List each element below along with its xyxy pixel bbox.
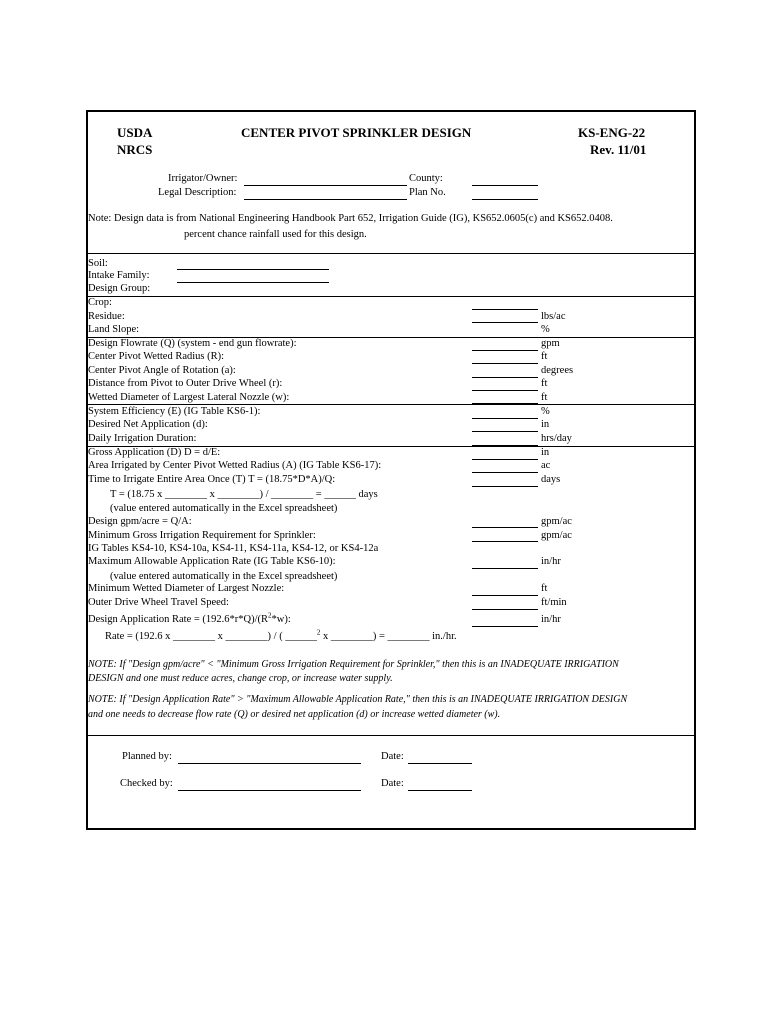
drive-wheel-distance-label: Distance from Pivot to Outer Drive Wheel (r): bbox=[88, 378, 283, 389]
max-application-rate-unit: in/hr bbox=[541, 556, 561, 567]
area-irrigated-unit: ac bbox=[541, 460, 551, 471]
plan-no-label: Plan No. bbox=[409, 187, 446, 198]
warning-note-rate-line1: NOTE: If "Design Application Rate" > "Maximum Allowable Application Rate," then this is an INADEQUATE IRRIGATION DESIGN bbox=[88, 694, 628, 705]
net-application-field[interactable] bbox=[472, 431, 538, 432]
rotation-angle-unit: degrees bbox=[541, 365, 574, 376]
warning-note-gpm-line1: NOTE: If "Design gpm/acre" < "Minimum Gross Irrigation Requirement for Sprinkler," then this is an INADEQUATE IRRIGATION bbox=[88, 659, 619, 670]
system-efficiency-unit: % bbox=[541, 406, 550, 417]
min-gross-requirement-label: Minimum Gross Irrigation Requirement for Sprinkler: bbox=[88, 530, 316, 541]
plan-no-field[interactable] bbox=[472, 199, 538, 200]
design-application-rate-unit: in/hr bbox=[541, 614, 561, 625]
design-application-rate-field[interactable] bbox=[472, 626, 538, 627]
intake-family-label: Intake Family: bbox=[88, 270, 150, 281]
auto-value-note: (value entered automatically in the Excel spreadsheet) bbox=[110, 503, 338, 514]
soil-label: Soil: bbox=[88, 258, 108, 269]
checked-by-field[interactable] bbox=[178, 790, 361, 791]
daily-duration-label: Daily Irrigation Duration: bbox=[88, 433, 197, 444]
drive-wheel-distance-field[interactable] bbox=[472, 390, 538, 391]
rate-formula: Rate = (192.6 x ________ x ________) / ( ______$^2$ x ________) = ________ in./hr. bbox=[105, 628, 457, 642]
daily-duration-unit: hrs/day bbox=[541, 433, 572, 444]
section-divider bbox=[86, 404, 696, 405]
legal-description-field[interactable] bbox=[244, 199, 407, 200]
agency-usda: USDA bbox=[117, 125, 153, 140]
design-note-line1: Note: Design data is from National Engineering Handbook Part 652, Irrigation Guide (IG), KS652.0605(c) and KS652.0408. bbox=[88, 213, 613, 224]
area-irrigated-field[interactable] bbox=[472, 472, 538, 473]
residue-field[interactable] bbox=[472, 322, 538, 323]
irrigator-label: Irrigator/Owner: bbox=[168, 173, 238, 184]
page-title: CENTER PIVOT SPRINKLER DESIGN bbox=[241, 125, 472, 140]
section-divider bbox=[86, 296, 696, 297]
section-divider bbox=[86, 253, 696, 254]
soil-field[interactable] bbox=[177, 269, 329, 270]
checked-by-label: Checked by: bbox=[120, 778, 173, 789]
nozzle-diameter-field[interactable] bbox=[472, 403, 538, 404]
land-slope-unit: % bbox=[541, 324, 550, 335]
warning-note-gpm-line2: DESIGN and one must reduce acres, change crop, or increase water supply. bbox=[88, 673, 393, 684]
rotation-angle-label: Center Pivot Angle of Rotation (a): bbox=[88, 365, 236, 376]
max-application-rate-label: Maximum Allowable Application Rate (IG Table KS6-10): bbox=[88, 556, 336, 567]
area-irrigated-label: Area Irrigated by Center Pivot Wetted Radius (A) (IG Table KS6-17): bbox=[88, 460, 382, 471]
design-note-line2: percent chance rainfall used for this design. bbox=[184, 229, 367, 240]
land-slope-label: Land Slope: bbox=[88, 324, 140, 335]
design-gpm-acre-field[interactable] bbox=[472, 527, 538, 528]
irrigation-time-unit: days bbox=[541, 474, 561, 485]
agency-nrcs: NRCS bbox=[117, 142, 153, 157]
ig-tables-reference: IG Tables KS4-10, KS4-10a, KS4-11, KS4-11a, KS4-12, or KS4-12a bbox=[88, 543, 379, 554]
nozzle-diameter-label: Wetted Diameter of Largest Lateral Nozzle (w): bbox=[88, 392, 290, 403]
min-gross-requirement-unit: gpm/ac bbox=[541, 530, 572, 541]
net-application-unit: in bbox=[541, 419, 550, 430]
rotation-angle-field[interactable] bbox=[472, 377, 538, 378]
warning-note-rate-line2: and one needs to decrease flow rate (Q) or desired net application (d) or increase wetted diameter (w). bbox=[88, 709, 501, 720]
drive-wheel-distance-unit: ft bbox=[541, 378, 548, 389]
form-id: KS-ENG-22 bbox=[578, 125, 646, 140]
crop-field[interactable] bbox=[472, 309, 538, 310]
county-field[interactable] bbox=[472, 185, 538, 186]
min-wetted-diameter-label: Minimum Wetted Diameter of Largest Nozzle: bbox=[88, 583, 285, 594]
design-gpm-acre-unit: gpm/ac bbox=[541, 516, 572, 527]
legal-description-label: Legal Description: bbox=[158, 187, 237, 198]
gross-application-field[interactable] bbox=[472, 459, 538, 460]
wetted-radius-field[interactable] bbox=[472, 363, 538, 364]
checked-date-label: Date: bbox=[381, 778, 404, 789]
design-flowrate-field[interactable] bbox=[472, 350, 538, 351]
min-gross-requirement-field[interactable] bbox=[472, 541, 538, 542]
residue-unit: lbs/ac bbox=[541, 311, 566, 322]
max-application-rate-field[interactable] bbox=[472, 568, 538, 569]
intake-family-field[interactable] bbox=[177, 282, 329, 283]
wetted-radius-unit: ft bbox=[541, 351, 548, 362]
planned-date-field[interactable] bbox=[408, 763, 472, 764]
nozzle-diameter-unit: ft bbox=[541, 392, 548, 403]
daily-duration-field[interactable] bbox=[472, 445, 538, 446]
travel-speed-unit: ft/min bbox=[541, 597, 567, 608]
design-flowrate-label: Design Flowrate (Q) (system - end gun flowrate): bbox=[88, 338, 297, 349]
section-divider bbox=[86, 735, 696, 736]
planned-by-label: Planned by: bbox=[122, 751, 172, 762]
system-efficiency-field[interactable] bbox=[472, 418, 538, 419]
planned-date-label: Date: bbox=[381, 751, 404, 762]
planned-by-field[interactable] bbox=[178, 763, 361, 764]
residue-label: Residue: bbox=[88, 311, 125, 322]
gross-application-label: Gross Application (D) D = d/E: bbox=[88, 447, 221, 458]
checked-date-field[interactable] bbox=[408, 790, 472, 791]
design-group-label: Design Group: bbox=[88, 283, 151, 294]
min-wetted-diameter-unit: ft bbox=[541, 583, 548, 594]
auto-value-note: (value entered automatically in the Excel spreadsheet) bbox=[110, 571, 338, 582]
system-efficiency-label: System Efficiency (E) (IG Table KS6-1): bbox=[88, 406, 261, 417]
crop-label: Crop: bbox=[88, 297, 112, 308]
county-label: County: bbox=[409, 173, 443, 184]
irrigation-time-field[interactable] bbox=[472, 486, 538, 487]
time-formula: T = (18.75 x ________ x ________) / ________ = ______ days bbox=[110, 489, 378, 500]
travel-speed-label: Outer Drive Wheel Travel Speed: bbox=[88, 597, 229, 608]
travel-speed-field[interactable] bbox=[472, 609, 538, 610]
gross-application-unit: in bbox=[541, 447, 550, 458]
net-application-label: Desired Net Application (d): bbox=[88, 419, 208, 430]
design-flowrate-unit: gpm bbox=[541, 338, 560, 349]
design-application-rate-label: Design Application Rate = $(192.6*r*Q)/(R^2*w)$: bbox=[88, 611, 291, 625]
wetted-radius-label: Center Pivot Wetted Radius (R): bbox=[88, 351, 225, 362]
min-wetted-diameter-field[interactable] bbox=[472, 595, 538, 596]
design-gpm-acre-label: Design gpm/acre = Q/A: bbox=[88, 516, 192, 527]
irrigator-field[interactable] bbox=[244, 185, 407, 186]
form-revision: Rev. 11/01 bbox=[590, 142, 647, 157]
irrigation-time-label: Time to Irrigate Entire Area Once (T) T = (18.75*D*A)/Q: bbox=[88, 474, 336, 485]
